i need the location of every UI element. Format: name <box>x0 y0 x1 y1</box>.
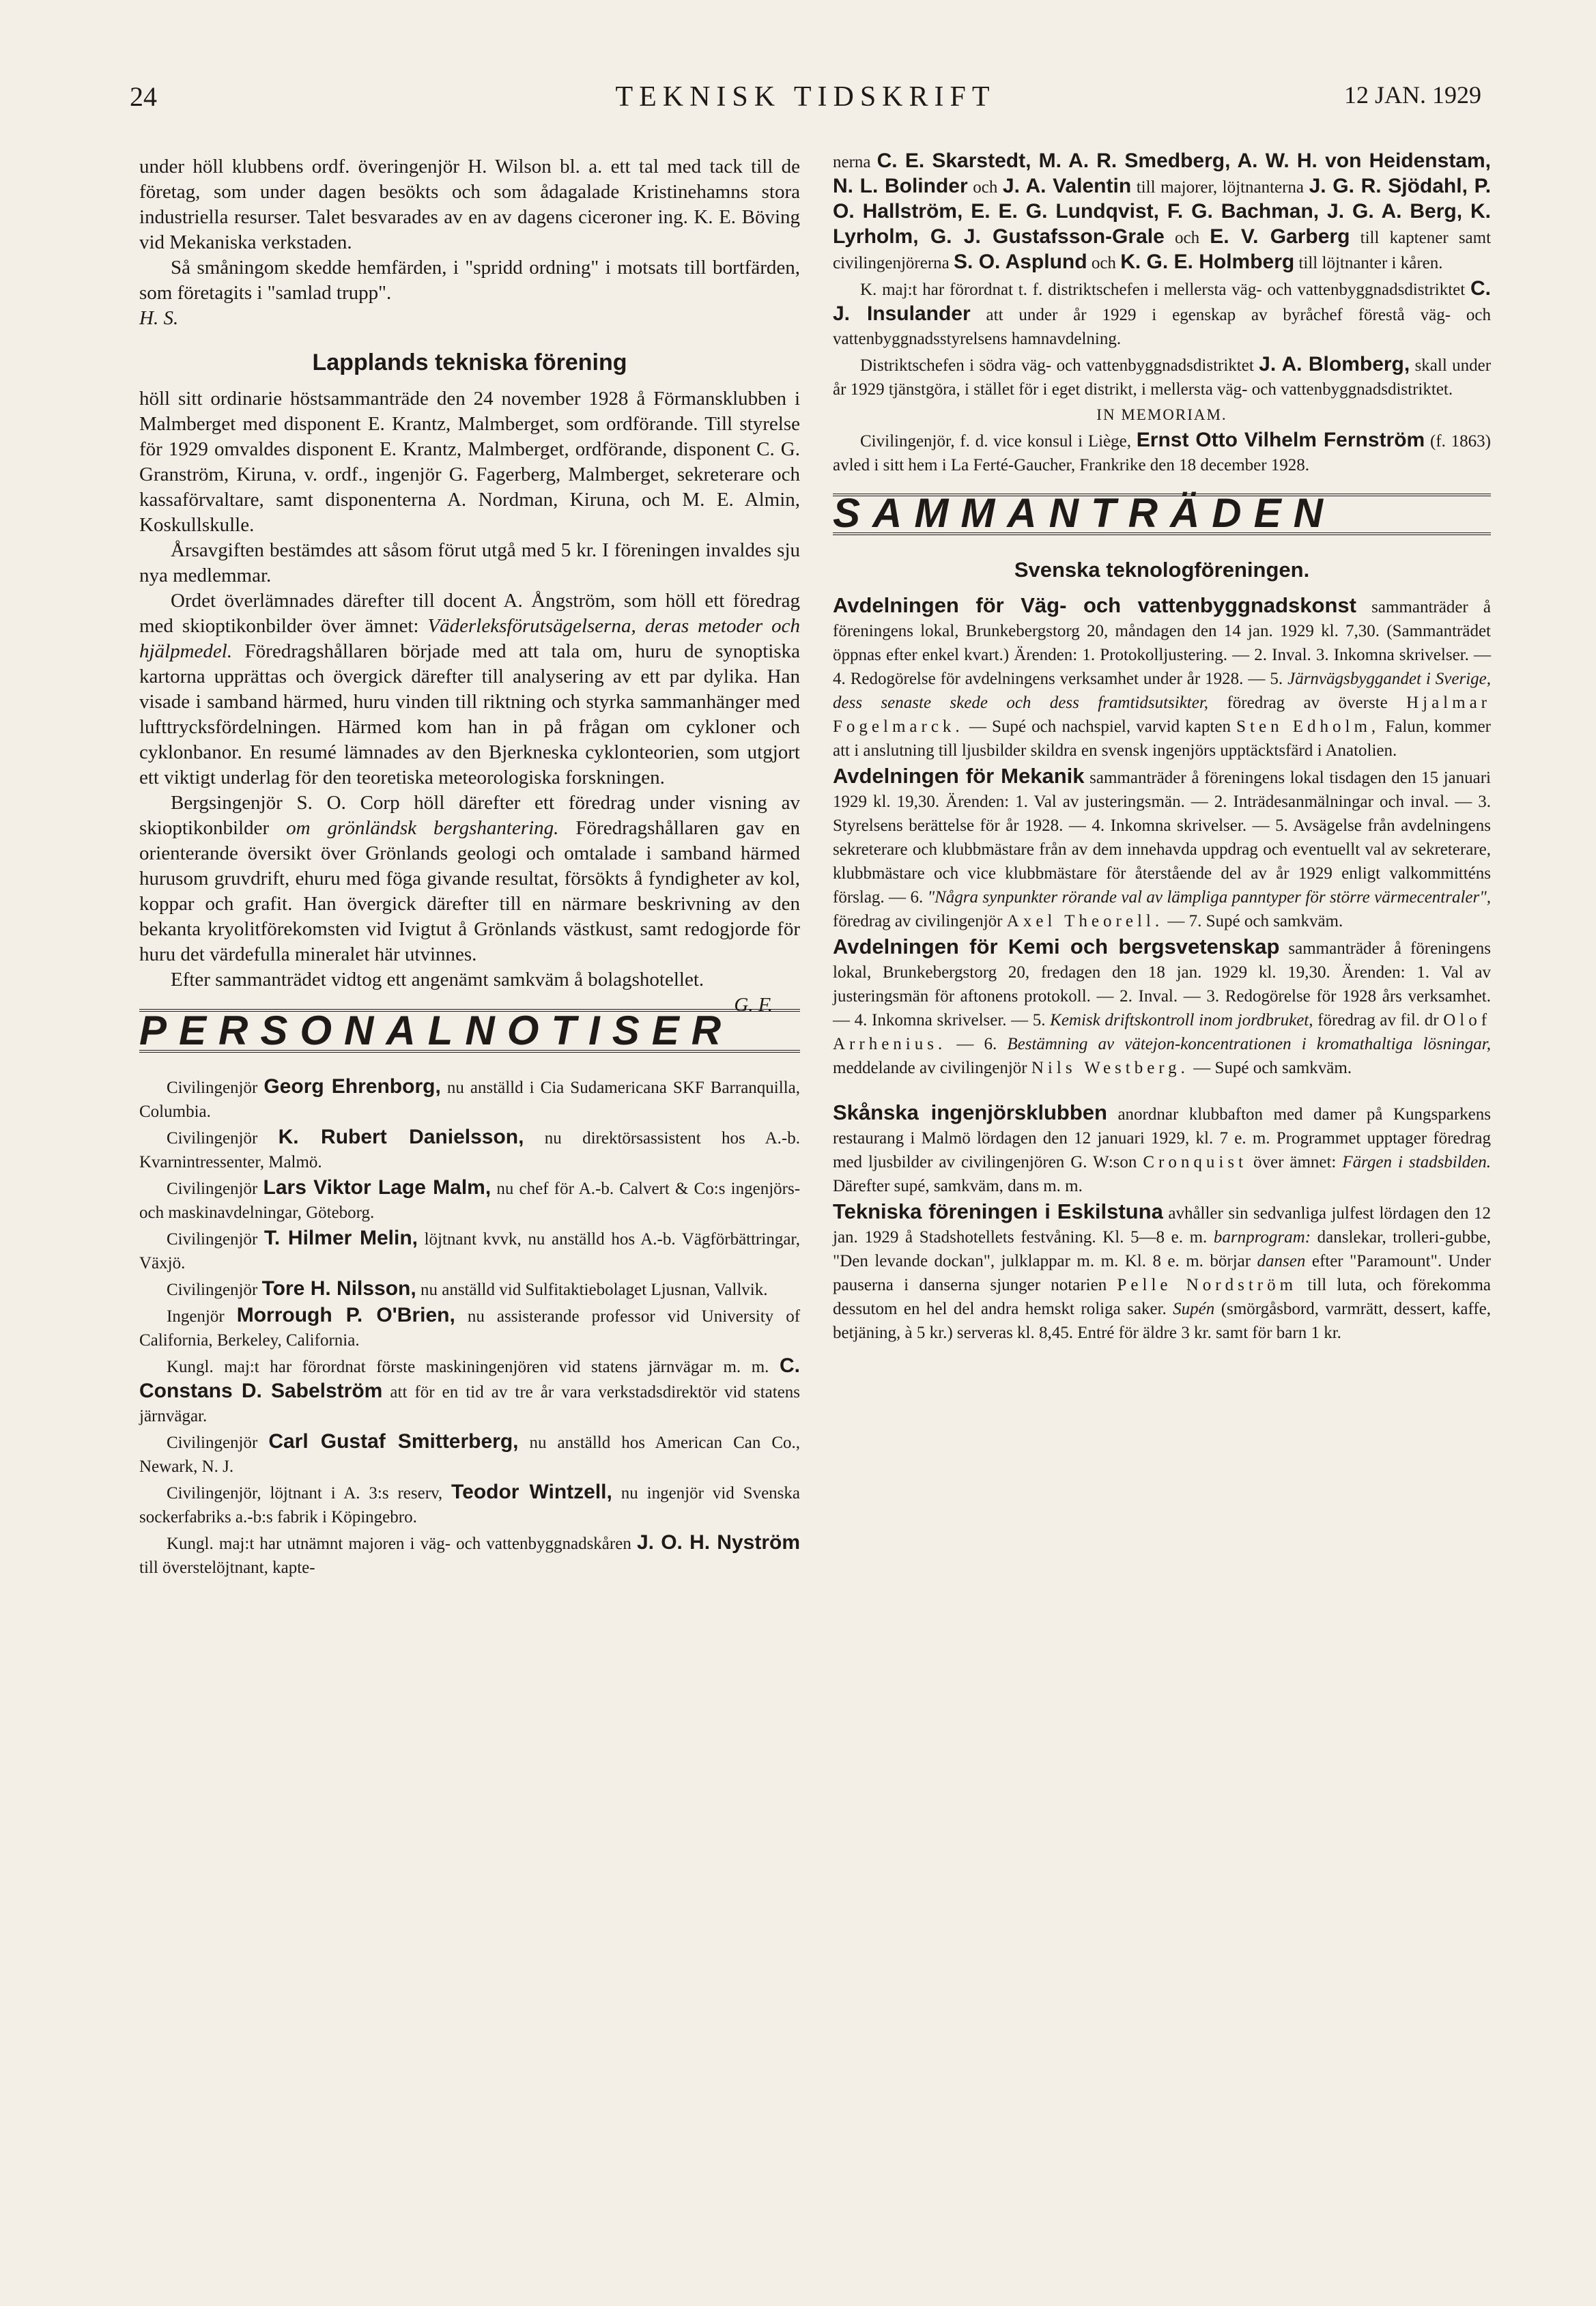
person-name: E. V. Garberg <box>1210 225 1350 248</box>
text-run: Kungl. maj:t har förordnat förste maskiningenjören vid statens järnvägar m. m. <box>167 1358 769 1376</box>
text-run: föredrag av överste <box>1227 694 1388 712</box>
text-run: — Supé och nachspiel, varvid kapten <box>969 717 1231 736</box>
lecture-title: "Några synpunkter rörande val av lämpliga panntyper för större värmecentraler", <box>927 888 1491 907</box>
text-run: nerna <box>833 153 871 171</box>
right-column <box>833 149 1491 1346</box>
text-run: Ingenjör <box>167 1307 225 1326</box>
person-name: J. A. Valentin <box>1002 175 1132 197</box>
signature: G. F. <box>734 994 773 1016</box>
personal-notices-continued <box>833 149 1491 477</box>
text-run: sammanträder å föreningens lokal tisdagen den 15 januari 1929 kl. 19,30. Ärenden: 1. Val av justeringsmän. — 2. Inträdesanmälningar och inval. — 3. Styrelsens berättelse för år 1928. — 4. Inkomna skrivelser. — 5. Avsägelse från avdelningens sekreterare och klubbmästare från av dem innehavda uppdrag och eventuellt val av sekreterare, klubbmästare och vice klubbmästare för återstående del av år 1929 enligt valkommitténs förslag. — 6. <box>833 769 1491 907</box>
running-header <box>130 81 1481 128</box>
person-name: Carl Gustaf Smitterberg, <box>268 1430 519 1453</box>
text-run: sammanträder å föreningens lokal, Brunkebergstorg 20, måndagen den 14 jan. 1929 kl. 7,30. (Sammanträdet öppnas efter enkel kvart.) Ärenden: 1. Protokolljustering. — 2. Inval. 3. Inkomna skrivelser. — 4. Redogörelse för avdelningens verksamhet under år 1928. — 5. <box>833 598 1492 688</box>
text-run: Kungl. maj:t har utnämnt majoren i väg- och vattenbyggnadskåren <box>167 1535 631 1553</box>
text-run: nu anställd hos American Can Co., Newark, N. J. <box>139 1434 801 1476</box>
lappland-paragraph-4 <box>139 791 800 967</box>
text-run: Civilingenjör <box>167 1129 258 1148</box>
text-run: Distriktschefen i södra väg- och vattenbyggnadsdistriktet <box>860 356 1254 375</box>
section-title: Tekniska föreningen i Eskilstuna <box>833 1199 1163 1223</box>
text-run: nu anställd i Cia Sudamericana SKF Barranquilla, Columbia. <box>139 1079 800 1121</box>
text-run: danslekar, trolleri-gubbe, "Den levande dockan", julklappar m. m. Kl. 8 e. m. börjar <box>833 1228 1492 1270</box>
text-run: till majorer, löjtnanterna <box>1136 178 1305 197</box>
lecture-title: Bestämning av vätejon-koncentrationen i kromathaltiga lösningar, <box>1007 1035 1491 1053</box>
text-run: (smörgåsbord, varmrätt, dessert, kaffe, betjäning, à 5 kr.) serveras kl. 8,45. Entré för äldre 3 kr. samt för barn 1 kr. <box>833 1300 1491 1342</box>
program-title: Supén <box>1173 1300 1215 1318</box>
text-run: skall under år 1929 tjänstgöra, i stället för i eget distrikt, i mellersta väg- och vattenbyggnadsdistriktet. <box>833 356 1492 399</box>
list-item <box>833 352 1491 401</box>
text-run: Föredragshållaren gav en orienterande översikt över Grönlands geologi och omtalade i samband härmed hurusom gruvdrift, ehuru med föga givande resultat, försökts å fyndigheter av kol, koppar och grafit. Han övergick därefter till en närmare beskrivning av den bekanta kryolitförekomsten vid Ivigtut å Grönlands västkust, samt redogjorde för huru det värdefulla mineralet här utvinnes. <box>139 817 801 965</box>
person-name: J. G. R. Sjödahl, P. O. Hallström, E. E. G. Lundqvist, F. G. Bachman, J. G. A. Berg, K. Lyrholm, G. J. Gustafsson-Grale <box>833 175 1492 248</box>
person-name: Lars Viktor Lage Malm, <box>263 1176 491 1199</box>
list-item <box>139 1074 800 1124</box>
person-name: K. Rubert Danielsson, <box>278 1126 524 1148</box>
text-run: Civilingenjör <box>167 1079 258 1097</box>
text-run: Falun, kommer att i anslutning till ljusbilder skildra en svensk ingenjörs upptäcktsfärd i Anatolien. <box>833 717 1492 760</box>
section-title: Avdelningen för Väg- och vattenbyggnadskonst <box>833 593 1356 617</box>
program-title: barnprogram: <box>1213 1228 1311 1247</box>
list-item <box>139 1480 800 1529</box>
person-name: C. Constans D. Sabelström <box>139 1354 800 1402</box>
lappland-heading: Lapplands tekniska förening <box>312 350 627 375</box>
text-run: Bergsingenjör S. O. Corp höll därefter ett föredrag under visning av skioptikonbilder <box>139 792 800 839</box>
text-run: till luta, och förekomma dessutom en hel del andra hemskt roliga saker. <box>833 1276 1492 1318</box>
text-run: Därefter supé, samkväm, dans m. m. <box>833 1177 1083 1195</box>
list-item <box>139 1531 800 1580</box>
person-name: Olof Arrhenius. <box>833 1011 1492 1053</box>
text-run: nu assisterande professor vid University of California, Berkeley, California. <box>139 1307 801 1350</box>
sammantraden-banner: SAMMANTRÄDEN <box>833 494 1491 535</box>
list-item <box>139 1354 800 1428</box>
text-run: Civilingenjör, f. d. vice konsul i Liège, <box>860 432 1131 451</box>
text-run: Civilingenjör <box>167 1434 258 1452</box>
text-run: Ordet överlämnades därefter till docent A. Ångström, som höll ett föredrag med skioptikonbilder över ämnet: <box>139 590 800 637</box>
person-name: Morrough P. O'Brien, <box>236 1304 455 1326</box>
page-number: 24 <box>130 81 157 112</box>
text-run: löjtnant kvvk, nu anställd hos A.-b. Vägförbättringar, Växjö. <box>139 1230 800 1272</box>
person-name: J. O. H. Nyström <box>636 1531 800 1554</box>
text-run: över ämnet: <box>1253 1153 1337 1171</box>
text-run: Föredragshållaren började med att tala om, huru de synoptiska kartorna upprättas och övergick därefter till analysering av ett par dylika. Han visade i samband härmed, huru vinden till riktning och styrka sammanhänger med lufttrycksfördelningen. Härmed kom han in på frågan om cykloner och cyklonbanor. En resumé lämnades av den Bjerkneska cyklonteorien, som utgjort ett viktigt underlag för den teoretiska meteorologiska forskningen. <box>139 640 800 788</box>
text-run: och <box>1174 229 1200 247</box>
meeting-skanska <box>833 1100 1491 1198</box>
person-name: C. J. Insulander <box>833 277 1491 325</box>
lecture-title: Väderleksförutsägelserna, deras metoder och hjälpmedel. <box>139 615 801 662</box>
person-name: Pelle Nordström <box>1117 1276 1298 1294</box>
memoriam-notice <box>833 428 1491 477</box>
text-run: — 6. <box>956 1035 997 1053</box>
text-run: Civilingenjör, löjtnant i A. 3:s reserv, <box>167 1484 443 1503</box>
text-run: föredrag av fil. dr <box>1317 1011 1439 1029</box>
lappland-paragraph-2: Årsavgiften bestämdes att såsom förut utgå med 5 kr. I föreningen invaldes sju nya medlemmar. <box>139 539 800 586</box>
text-run: Efter sammanträdet vidtog ett angenämt samkväm å bolagshotellet. <box>171 969 704 991</box>
text-run: efter "Paramount". Under pauserna i danserna sjunger notarien <box>833 1252 1492 1294</box>
person-name: Sten Edholm, <box>1236 717 1380 736</box>
text-run: meddelande av civilingenjör <box>833 1059 1027 1077</box>
text-run: avhåller sin sedvanliga julfest lördagen den 12 jan. 1929 å Stadshotellets festvåning. Kl. 5—8 e. m. <box>833 1204 1492 1247</box>
meeting-vag <box>833 593 1491 763</box>
lappland-paragraph-5 <box>139 967 800 1016</box>
text-run: föredrag av civilingenjör <box>833 912 1003 930</box>
meeting-kemi <box>833 935 1491 1080</box>
lappland-paragraph-3 <box>139 588 800 791</box>
text-run: (f. 1863) avled i sitt hem i La Ferté-Gaucher, Frankrike den 18 december 1928. <box>833 432 1491 474</box>
journal-title: TEKNISK TIDSKRIFT <box>615 81 996 113</box>
text-run: till kaptener samt civilingenjörerna <box>833 229 1492 272</box>
person-name: C. E. Skarstedt, M. A. R. Smedberg, A. W. H. von Heidenstam, N. L. Bolinder <box>833 150 1491 197</box>
person-name: K. G. E. Holmberg <box>1120 251 1295 273</box>
person-name: Nils Westberg. <box>1031 1059 1189 1077</box>
left-column <box>139 154 800 1581</box>
text-run: — 7. Supé och samkväm. <box>1167 912 1343 930</box>
meeting-eskilstuna <box>833 1199 1491 1345</box>
person-name: Georg Ehrenborg, <box>263 1075 441 1098</box>
section-title: Skånska ingenjörsklubben <box>833 1100 1107 1124</box>
section-title: Avdelningen för Mekanik <box>833 764 1085 788</box>
memoriam-heading: IN MEMORIAM. <box>1096 406 1227 423</box>
list-item <box>139 1429 800 1479</box>
text-run: K. maj:t har förordnat t. f. distriktschefen i mellersta väg- och vattenbyggnadsdistriktet <box>860 281 1466 299</box>
text-run: — Supé och samkväm. <box>1193 1059 1352 1077</box>
teknolog-heading: Svenska teknologföreningen. <box>1014 558 1310 582</box>
person-name: Axel Theorell. <box>1006 912 1164 930</box>
section-title: Avdelningen för Kemi och bergsvetenskap <box>833 935 1280 958</box>
text-run: till överstelöjtnant, kapte- <box>139 1558 315 1577</box>
person-name: Ernst Otto Vilhelm Fernström <box>1136 429 1425 451</box>
text-run: nu chef för A.-b. Calvert & Co:s ingenjörs- och maskinavdelningar, Göteborg. <box>139 1180 801 1222</box>
lecture-title: Kemisk driftskontroll inom jordbruket, <box>1050 1011 1313 1029</box>
text-run: Civilingenjör <box>167 1230 258 1249</box>
text-run: att under år 1929 i egenskap av byråchef förestå väg- och vattenbyggnadsstyrelsens hamnavdelning. <box>833 306 1491 348</box>
person-name: Cronquist <box>1143 1153 1247 1171</box>
person-name: S. O. Asplund <box>954 251 1087 273</box>
text-run: nu anställd vid Sulfitaktiebolaget Ljusnan, Vallvik. <box>420 1281 768 1299</box>
text-run: att för en tid av tre år vara verkstadsdirektör vid statens järnvägar. <box>139 1383 801 1425</box>
issue-date: 12 JAN. 1929 <box>1343 81 1481 109</box>
list-item <box>833 149 1491 275</box>
text-run: Civilingenjör <box>167 1180 258 1198</box>
text-run: och <box>1091 254 1116 272</box>
text-run: Civilingenjör <box>167 1281 258 1299</box>
lecture-title: om grönländsk bergshantering. <box>286 817 559 839</box>
meetings <box>833 593 1491 1345</box>
text-run: anordnar klubbafton med damer på Kungsparkens restaurang i Malmö lördagen den 12 januari 1929, kl. 7 e. m. Programmet upptager föredrag med ljusbilder av civilingenjören G. W:son <box>833 1105 1491 1171</box>
list-item <box>139 1277 800 1302</box>
signature: H. S. <box>139 307 179 329</box>
list-item <box>833 276 1491 351</box>
list-item <box>139 1125 800 1174</box>
list-item <box>139 1176 800 1225</box>
text-run: och <box>973 178 998 197</box>
meeting-mekanik <box>833 764 1491 933</box>
list-item <box>139 1303 800 1352</box>
text-run: nu ingenjör vid Svenska sockerfabriks a.-b:s fabrik i Köpingebro. <box>139 1484 801 1526</box>
personal-notices <box>139 1074 800 1580</box>
list-item <box>139 1226 800 1275</box>
person-name: Teodor Wintzell, <box>451 1481 612 1503</box>
text-run: till löjtnanter i kåren. <box>1298 254 1443 272</box>
text-run: sammanträder å föreningens lokal, Brunkebergstorg 20, fredagen den 18 jan. 1929 kl. 19,30. Ärenden: 1. Val av justeringsmän för aftonens protokoll. — 2. Inval. — 3. Redogörelse för 1928 års verksamhet. — 4. Inkomna skrivelser. — 5. <box>833 939 1491 1029</box>
person-name: Hjalmar Fogelmarck. <box>833 694 1491 736</box>
kristinehamn-paragraph: under höll klubbens ordf. överingenjör H. Wilson bl. a. ett tal med tack till de företag, som under dagen besökts och som ådagalade Kristinehamns stora industriella resurser. Talet besvarades av en av dagens ciceroner ing. K. E. Böving vid Mekaniska verkstaden. <box>139 156 800 253</box>
person-name: Tore H. Nilsson, <box>261 1277 416 1300</box>
lappland-paragraph: höll sitt ordinarie höstsammanträde den 24 november 1928 å Förmansklubben i Malmberget med disponent E. Krantz, Malmberget, som ordförande. Till styrelse för 1929 omvaldes disponent E. Krantz, Malmberget, ordförande, disponent C. G. Granström, Kiruna, v. ordf., ingenjör G. Fagerberg, Malmberget, sekreterare och kassaförvaltare, samt disponenterna A. Nordman, Kiruna, och M. E. Almin, Koskullskulle. <box>139 388 800 536</box>
lecture-title: Färgen i stadsbilden. <box>1342 1153 1492 1171</box>
program-title: dansen <box>1257 1252 1306 1270</box>
person-name: J. A. Blomberg, <box>1259 353 1410 375</box>
person-name: T. Hilmer Melin, <box>263 1227 418 1249</box>
lecture-title: Järnvägsbyggandet i Sverige, dess senaste skede och dess framtidsutsikter, <box>833 670 1492 712</box>
text-run: nu direktörsassistent hos A.-b. Kvarnintressenter, Malmö. <box>139 1129 801 1171</box>
personalnotiser-banner: PERSONALNOTISER <box>139 1009 800 1053</box>
kristinehamn-paragraph-2: Så småningom skedde hemfärden, i "spridd ordning" i motsats till bortfärden, som företagits i "samlad trupp". <box>139 257 800 304</box>
